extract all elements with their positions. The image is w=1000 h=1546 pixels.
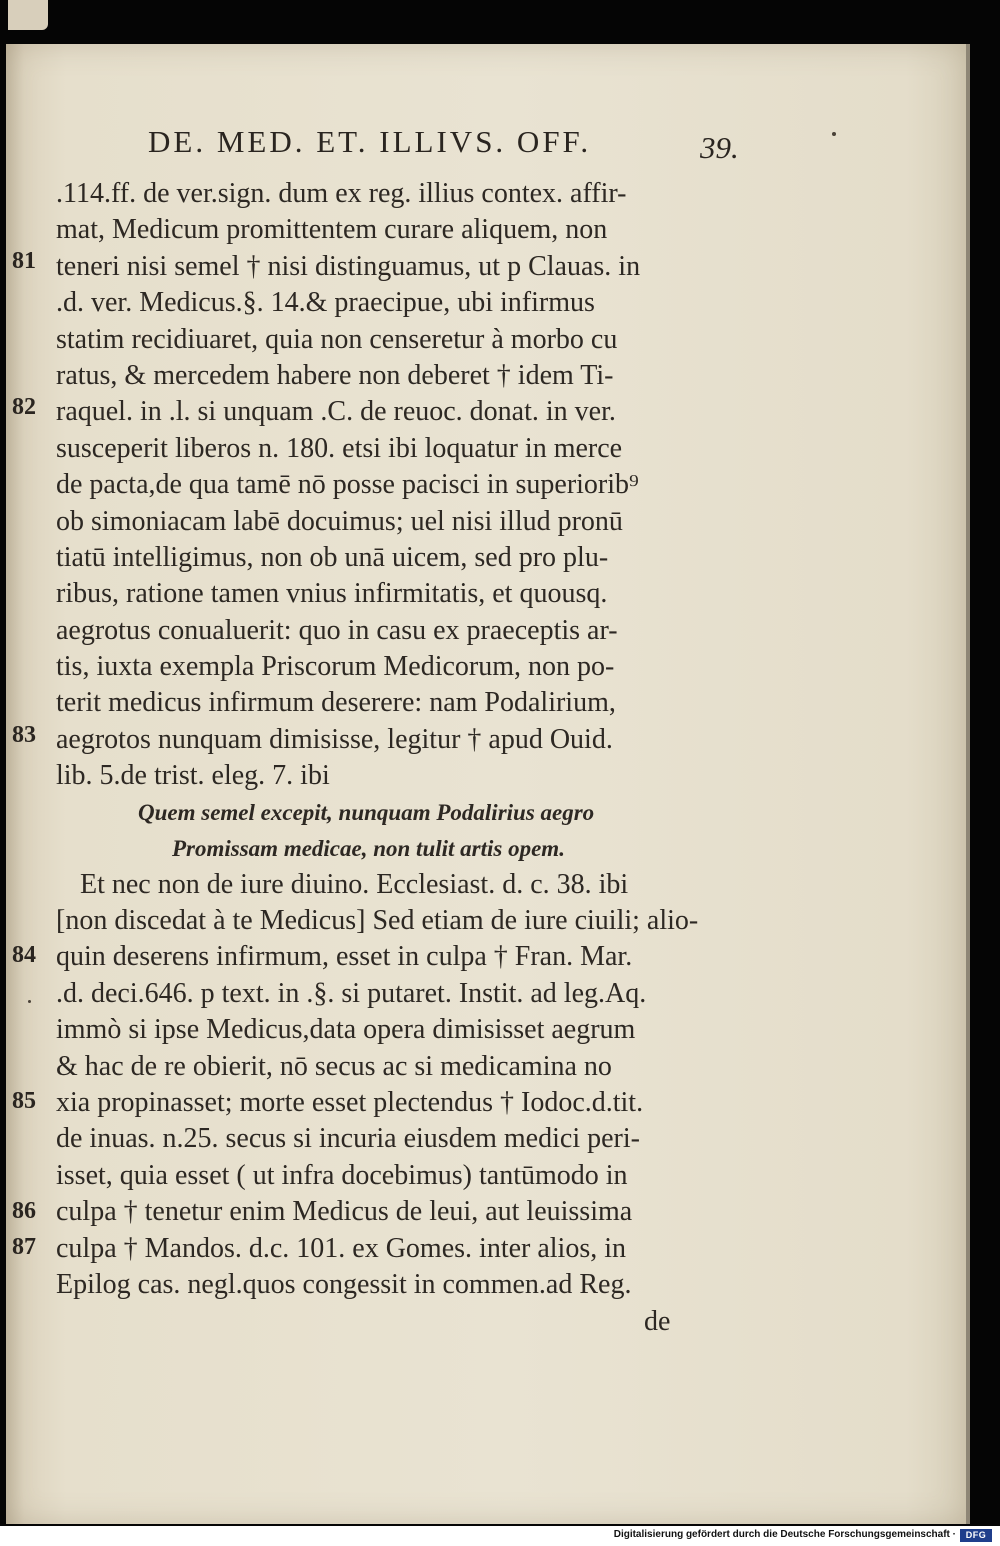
text-line: de inuas. n.25. secus si incuria eiusdem medici peri-	[56, 1123, 640, 1155]
text-line: Epilog cas. negl.quos congessit in commen.ad Reg.	[56, 1268, 632, 1300]
text-line: culpa † tenetur enim Medicus de leui, aut leuissima	[56, 1196, 633, 1228]
page-corner	[8, 0, 48, 30]
text-line: lib. 5.de trist. eleg. 7. ibi	[56, 760, 330, 792]
page-edge	[966, 44, 970, 1524]
margin-number: 87	[12, 1234, 36, 1260]
text-line: Et nec non de iure diuino. Ecclesiast. d. c. 38. ibi	[80, 868, 629, 900]
text-line: .114.ff. de ver.sign. dum ex reg. illius contex. affir-	[56, 178, 627, 209]
text-line: susceperit liberos n. 180. etsi ibi loquatur in merce	[56, 432, 623, 464]
folio-number: 39.	[700, 130, 739, 165]
text-line: .d. deci.646. p text. in .§. si putaret. Instit. ad leg.Aq.	[56, 977, 647, 1009]
text-line: xia propinasset; morte esset plectendus † Iodoc.d.tit.	[56, 1086, 644, 1118]
text-line: .d. ver. Medicus.§. 14.& praecipue, ubi infirmus	[56, 287, 595, 319]
margin-number: 85	[12, 1088, 36, 1114]
text-line: aegrotos nunquam dimisisse, legitur † apud Ouid.	[56, 723, 613, 755]
text-line: teneri nisi semel † nisi distinguamus, ut p Clauas. in	[56, 250, 641, 282]
catchword: de	[644, 1306, 671, 1337]
margin-number: 84	[12, 942, 36, 968]
text-line: terit medicus infirmum deserere: nam Podalirium,	[56, 687, 616, 719]
margin-number: 83	[12, 722, 36, 748]
running-title: DE. MED. ET. ILLIVS. OFF.	[148, 124, 592, 159]
text-line: ratus, & mercedem habere non deberet † idem Ti-	[56, 359, 614, 391]
text-line: quin deserens infirmum, esset in culpa † Fran. Mar.	[56, 941, 633, 973]
page-header	[120, 120, 820, 168]
text-line: statim recidiuaret, quia non censeretur à morbo cu	[56, 323, 618, 355]
text-line: raquel. in .l. si unquam .C. de reuoc. donat. in ver.	[56, 396, 616, 428]
ink-speck	[832, 132, 836, 136]
main-text	[56, 176, 786, 1303]
text-line: tis, iuxta exempla Priscorum Medicorum, non po-	[56, 651, 615, 683]
margin-number: 86	[12, 1198, 36, 1224]
verse-line: Promissam medicae, non tulit artis opem.	[172, 835, 565, 861]
dfg-logo: DFG	[960, 1529, 992, 1542]
margin-number: 82	[12, 394, 36, 420]
text-line: mat, Medicum promittentem curare aliquem, non	[56, 214, 608, 246]
text-line: culpa † Mandos. d.c. 101. ex Gomes. inter alios, in	[56, 1232, 627, 1264]
funding-notice: Digitalisierung gefördert durch die Deutsche Forschungsgemeinschaft ·	[613, 1529, 956, 1540]
text-line: ribus, ratione tamen vnius infirmitatis, et quousq.	[56, 578, 608, 610]
text-line: immò si ipse Medicus,data opera dimisisset aegrum	[56, 1014, 636, 1046]
margin-number: 81	[12, 248, 36, 274]
text-line: & hac de re obierit, nō secus ac si medicamina no	[56, 1050, 612, 1082]
ink-speck	[28, 1000, 31, 1003]
text-line: aegrotus conualuerit: quo in casu ex praeceptis ar-	[56, 614, 618, 646]
text-line: tiatū intelligimus, non ob unā uicem, sed pro plu-	[56, 541, 609, 573]
text-line: [non discedat à te Medicus] Sed etiam de iure ciuili; alio-	[56, 905, 699, 937]
digitization-footer	[0, 1526, 1000, 1546]
verse-line: Quem semel excepit, nunquam Podalirius aegro	[138, 799, 595, 825]
text-line: isset, quia esset ( ut infra docebimus) tantūmodo in	[56, 1159, 628, 1191]
text-line: ob simoniacam labē docuimus; uel nisi illud pronū	[56, 505, 623, 537]
text-line: de pacta,de qua tamē nō posse pacisci in superiorib⁹	[56, 469, 639, 501]
